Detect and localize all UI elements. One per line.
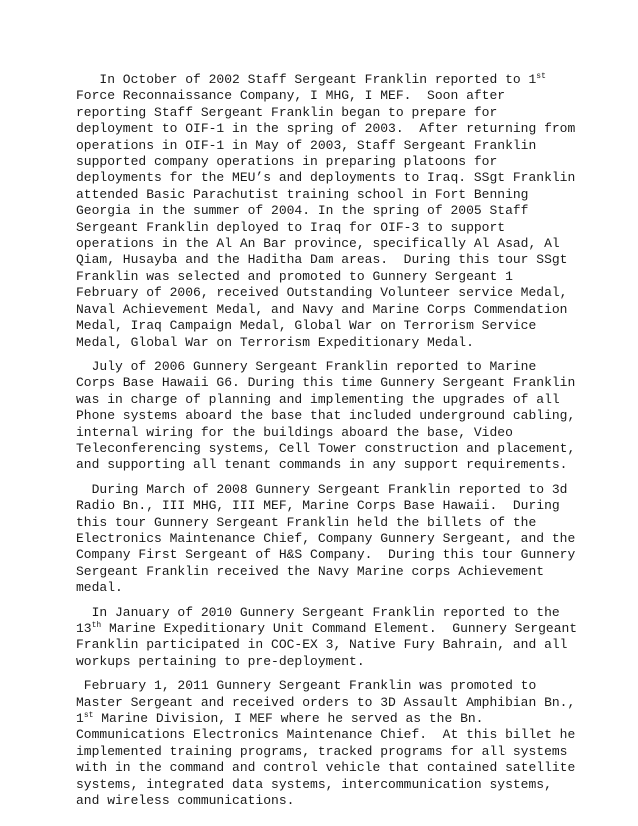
text-line: [76, 678, 566, 694]
paragraph: [76, 678, 576, 809]
document-body: [76, 72, 578, 817]
text-segment: workups pertaining to pre-deployment.: [76, 653, 365, 669]
text-line: [76, 547, 576, 563]
paragraph: [76, 604, 578, 671]
text-segment: Communications Electronics Maintenance Chief. At this billet he: [76, 727, 576, 743]
text-line: [76, 72, 566, 88]
text-line: [76, 392, 566, 408]
text-line: [76, 236, 566, 252]
text-line: [76, 777, 566, 793]
text-segment: 1: [76, 711, 84, 727]
text-segment: with in the command and control vehicle that contained satellite: [76, 760, 576, 776]
text-segment: 13: [76, 621, 92, 636]
text-segment: deployment to OIF-1 in the spring of 2003. After returning from: [76, 121, 576, 137]
text-segment: supported company operations in preparing platoons for: [76, 154, 498, 170]
text-segment: Qiam, Husayba and the Haditha Dam areas. During this tour SSgt: [76, 252, 568, 268]
text-line: [76, 727, 576, 743]
text-line: [76, 375, 576, 391]
text-line: [76, 760, 576, 776]
text-segment: Georgia in the summer of 2004. In the spring of 2005 Staff: [76, 203, 529, 219]
text-segment: Phone systems aboard the base that included underground cabling,: [76, 408, 576, 424]
text-segment: Radio Bn., III MHG, III MEF, Marine Corps Base Hawaii. During: [76, 498, 560, 514]
text-line: [76, 335, 566, 351]
text-segment: Teleconferencing systems, Cell Tower construction and placement,: [76, 440, 576, 456]
text-segment: Marine Expeditionary Unit Command Element. Gunnery Sergeant: [101, 621, 578, 636]
text-line: [76, 793, 566, 809]
text-line: [76, 654, 566, 670]
ordinal-superscript: st: [536, 72, 546, 81]
text-line: [76, 269, 566, 285]
text-segment: attended Basic Parachutist training school in Fort Benning: [76, 186, 529, 202]
text-segment: Naval Achievement Medal, and Navy and Marine Corps Commendation: [76, 301, 568, 317]
text-line: [76, 515, 566, 531]
text-segment: July of 2006 Gunnery Sergeant Franklin reported to Marine: [76, 358, 537, 374]
text-segment: medal.: [76, 580, 123, 596]
text-line: [76, 359, 566, 375]
text-segment: deployments for the MEU’s and deployments to Iraq. SSgt Franklin: [76, 170, 576, 186]
paragraph: [76, 72, 576, 351]
text-line: [76, 170, 576, 186]
text-line: [76, 482, 566, 498]
text-line: [76, 711, 566, 727]
text-segment: internal wiring for the buildings aboard the base, Video: [76, 424, 513, 440]
text-segment: Franklin participated in COC-EX 3, Native Fury Bahrain, and all: [76, 637, 568, 653]
text-segment: was in charge of planning and implementing the upgrades of all: [76, 391, 560, 407]
text-line: [76, 88, 566, 104]
text-line: [76, 302, 566, 318]
text-segment: operations in OIF-1 in May of 2003, Staff Sergeant Franklin: [76, 137, 537, 153]
text-segment: Corps Base Hawaii G6. During this time Gunnery Sergeant Franklin: [76, 375, 576, 391]
text-segment: Electronics Maintenance Chief, Company Gunnery Sergeant, and the: [76, 530, 576, 546]
text-segment: Medal, Global War on Terrorism Expeditionary Medal.: [76, 334, 474, 350]
ordinal-superscript: th: [91, 621, 102, 630]
text-line: [76, 220, 566, 236]
text-segment: Sergeant Franklin received the Navy Marine corps Achievement: [76, 563, 545, 579]
text-line: [76, 285, 566, 301]
paragraph: [76, 481, 576, 597]
text-line: [76, 564, 566, 580]
text-segment: Medal, Iraq Campaign Medal, Global War on Terrorism Service: [76, 318, 537, 334]
text-line: [76, 440, 576, 457]
text-line: [76, 408, 576, 424]
text-line: [76, 498, 566, 514]
text-segment: Sergeant Franklin deployed to Iraq for OIF-3 to support: [76, 219, 506, 235]
text-line: [76, 154, 566, 170]
text-line: [76, 203, 566, 219]
text-segment: Marine Division, I MEF where he served as the Bn.: [93, 711, 484, 727]
text-segment: systems, integrated data systems, intercommunication systems,: [76, 776, 552, 792]
text-line: [76, 744, 566, 760]
text-segment: February of 2006, received Outstanding Volunteer service Medal,: [76, 285, 568, 301]
text-line: [76, 621, 578, 637]
text-line: [76, 318, 566, 334]
text-line: [76, 694, 576, 711]
text-segment: Company First Sergeant of H&S Company. During this tour Gunnery: [76, 547, 576, 563]
text-line: [76, 637, 566, 653]
text-segment: February 1, 2011 Gunnery Sergeant Franklin was promoted to: [76, 678, 537, 694]
text-line: [76, 121, 576, 137]
text-segment: implemented training programs, tracked programs for all systems: [76, 743, 568, 759]
text-line: [76, 580, 566, 596]
text-segment: Force Reconnaissance Company, I MHG, I MEF. Soon after: [76, 88, 506, 104]
text-segment: Master Sergeant and received orders to 3D Assault Amphibian Bn.,: [76, 694, 576, 710]
text-segment: this tour Gunnery Sergeant Franklin held the billets of the: [76, 514, 537, 530]
text-segment: In January of 2010 Gunnery Sergeant Franklin reported to the: [76, 604, 560, 620]
text-segment: and wireless communications.: [76, 793, 295, 809]
text-line: [76, 425, 566, 441]
text-line: [76, 530, 576, 547]
text-line: [76, 252, 566, 268]
text-segment: In October of 2002 Staff Sergeant Franklin reported to 1: [76, 72, 537, 87]
text-line: [76, 138, 566, 154]
text-line: [76, 457, 566, 473]
text-segment: operations in the Al An Bar province, specifically Al Asad, Al: [76, 236, 560, 252]
text-segment: and supporting all tenant commands in any support requirements.: [76, 457, 568, 473]
ordinal-superscript: st: [83, 711, 94, 721]
text-line: [76, 105, 566, 121]
text-segment: Franklin was selected and promoted to Gunnery Sergeant 1: [76, 268, 513, 284]
text-line: [76, 605, 566, 621]
text-segment: During March of 2008 Gunnery Sergeant Franklin reported to 3d: [76, 481, 568, 497]
paragraph: [76, 358, 576, 474]
text-line: [76, 187, 566, 203]
paragraph-list: [76, 72, 578, 809]
text-segment: reporting Staff Sergeant Franklin began to prepare for: [76, 104, 498, 120]
